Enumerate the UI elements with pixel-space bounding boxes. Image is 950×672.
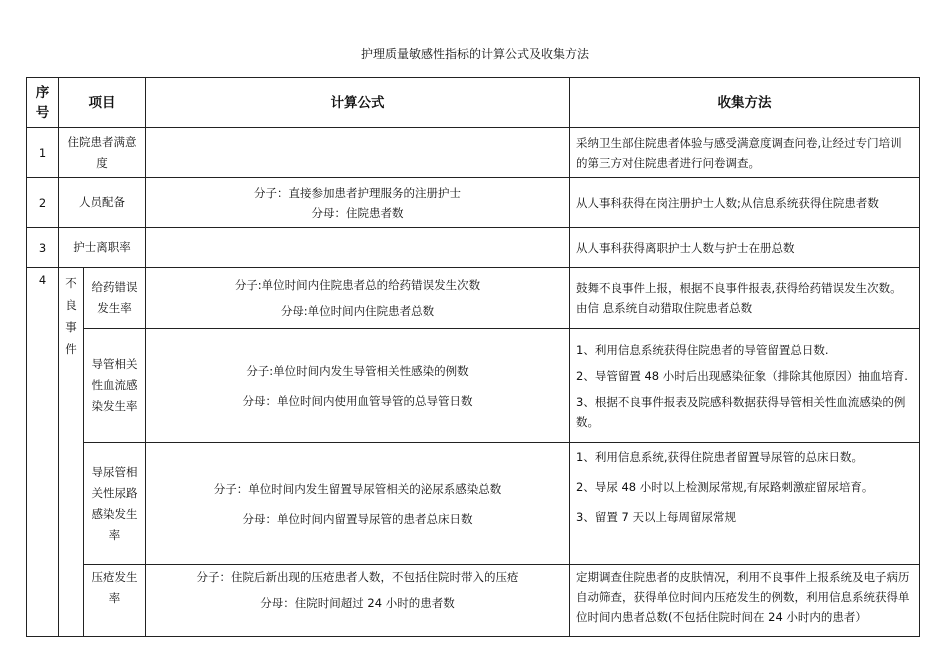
row-method: 采纳卫生部住院患者体验与感受满意度调查问卷,让经过专门培训的第三方对住院患者进行问卷调查。 (570, 128, 920, 178)
row-method: 从人事科获得离职护士人数与护士在册总数 (570, 228, 920, 268)
table-row (27, 128, 920, 178)
header-seq: 序号 (27, 78, 59, 128)
table-row (27, 178, 920, 228)
row-seq: 4 (27, 268, 59, 637)
row-method (570, 443, 920, 565)
table-row (27, 268, 920, 329)
formula-numerator: 分子:单位时间内发生导管相关性感染的例数 (246, 363, 469, 378)
method-step: 3、根据不良事件报表及院感科数据获得导管相关性血流感染的例数。 (576, 394, 906, 429)
row-item: 压疮发生率 (84, 565, 146, 637)
header-method: 收集方法 (570, 78, 920, 128)
formula-numerator: 分子：住院后新出现的压疮患者人数，不包括住院时带入的压疮 (196, 570, 519, 584)
row-item: 护士离职率 (59, 228, 146, 268)
formula-denominator: 分母：住院时间超过 24 小时的患者数 (260, 596, 455, 610)
row-item: 人员配备 (59, 178, 146, 228)
row-item: 导尿管相关性尿路感染发生率 (84, 443, 146, 565)
method-step: 2、导管留置 48 小时后出现感染征象（排除其他原因）抽血培育. (576, 368, 908, 383)
row-method (570, 329, 920, 443)
table-row (27, 228, 920, 268)
row-item: 导管相关性血流感染发生率 (84, 329, 146, 443)
row-formula (146, 228, 570, 268)
group-label: 不良事件 (59, 268, 84, 637)
row-formula (146, 268, 570, 329)
row-item: 给药错误发生率 (84, 268, 146, 329)
indicator-table (26, 77, 920, 637)
row-item: 住院患者满意度 (59, 128, 146, 178)
formula-numerator: 分子：直接参加患者护理服务的注册护士 (254, 185, 461, 200)
method-text: 鼓舞不良事件上报，根据不良事件报表,获得给药错误发生次数。由信 息系统自动猎取住院患者总数 (576, 281, 902, 315)
document-title: 护理质量敏感性指标的计算公式及收集方法 (360, 47, 589, 61)
row-formula (146, 443, 570, 565)
method-step: 3、留置 7 天以上每周留尿常规 (576, 510, 736, 524)
row-formula (146, 565, 570, 637)
row-seq: 3 (27, 228, 59, 268)
row-formula (146, 128, 570, 178)
row-method (570, 268, 920, 329)
row-method: 从人事科获得在岗注册护士人数;从信息系统获得住院患者数 (570, 178, 920, 228)
header-item: 项目 (59, 78, 146, 128)
formula-denominator: 分母:单位时间内住院患者总数 (280, 304, 435, 318)
table-row (27, 443, 920, 565)
method-step: 1、利用信息系统获得住院患者的导管留置总日数. (576, 342, 829, 357)
row-formula (146, 329, 570, 443)
table-header-row (27, 78, 920, 128)
row-method (570, 565, 920, 637)
formula-denominator: 分母：住院患者数 (311, 205, 404, 220)
formula-denominator: 分母：单位时间内留置导尿管的患者总床日数 (242, 511, 473, 526)
header-formula: 计算公式 (146, 78, 570, 128)
formula-numerator: 分子:单位时间内住院患者总的给药错误发生次数 (234, 278, 481, 292)
method-step: 1、利用信息系统,获得住院患者留置导尿管的总床日数。 (576, 450, 863, 464)
method-text: 定期调查住院患者的皮肤情况，利用不良事件上报系统及电子病历自动筛查，获得单位时间内压疮发生的例数，利用信息系统获得单位时间内患者总数(不包括住院时间在 24 小时内的患者） (576, 570, 910, 624)
formula-denominator: 分母：单位时间内使用血管导管的总导管日数 (242, 393, 473, 408)
row-formula (146, 178, 570, 228)
method-step: 2、导尿 48 小时以上检测尿常规,有尿路刺激症留尿培育。 (576, 480, 874, 494)
formula-numerator: 分子：单位时间内发生留置导尿管相关的泌尿系感染总数 (213, 481, 502, 496)
table-row (27, 329, 920, 443)
table-row (27, 565, 920, 637)
row-seq: 1 (27, 128, 59, 178)
row-seq: 2 (27, 178, 59, 228)
